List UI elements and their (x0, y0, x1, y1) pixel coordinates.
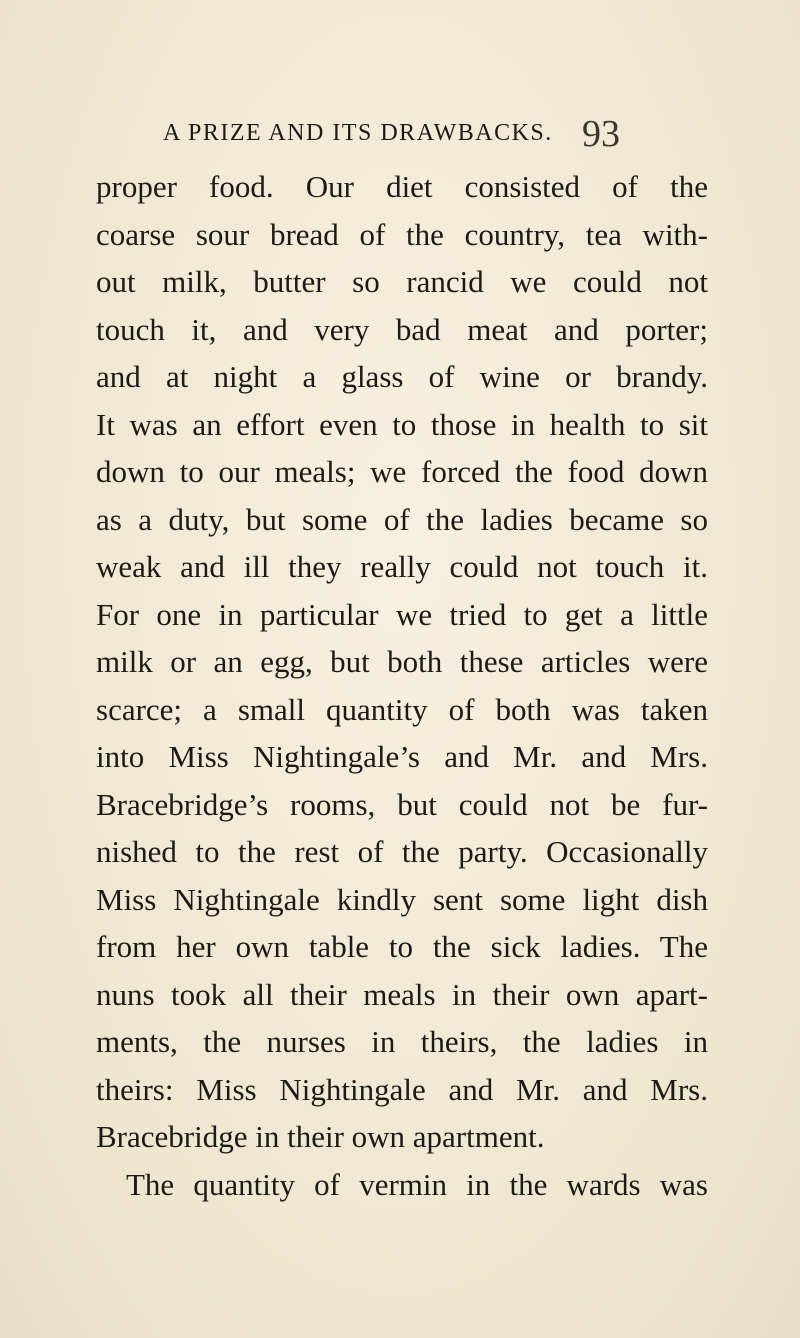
text-line: theirs: Miss Nightingale and Mr. and Mrs. (96, 1071, 708, 1107)
text-line: It was an effort even to those in health to sit (96, 406, 708, 442)
text-line: Bracebridge’s rooms, but could not be fur- (96, 786, 708, 822)
text-line: weak and ill they really could not touch it. (96, 549, 708, 584)
text-line: coarse sour bread of the country, tea with- (96, 216, 708, 252)
page-header (0, 112, 800, 155)
text-line: and at night a glass of wine or brandy. (96, 359, 708, 394)
body-text (96, 163, 708, 1208)
text-line: from her own table to the sick ladies. The (96, 929, 708, 964)
page-number: 93 (582, 113, 620, 155)
text-line: Miss Nightingale kindly sent some light dish (96, 881, 708, 917)
text-line: nuns took all their meals in their own apart- (96, 976, 708, 1012)
text-line: For one in particular we tried to get a little (96, 596, 708, 632)
text-line: as a duty, but some of the ladies became so (96, 501, 708, 537)
running-head: A PRIZE AND ITS DRAWBACKS. (163, 120, 553, 146)
text-line: touch it, and very bad meat and porter; (96, 311, 708, 347)
text-line: nished to the rest of the party. Occasionally (96, 834, 708, 869)
text-line: ments, the nurses in theirs, the ladies in (96, 1024, 708, 1059)
text-line: milk or an egg, but both these articles were (96, 644, 708, 679)
text-line: Bracebridge in their own apartment. (96, 1119, 545, 1154)
text-line: into Miss Nightingale’s and Mr. and Mrs. (96, 739, 708, 774)
text-line: proper food. Our diet consisted of the (96, 169, 708, 204)
text-line: The quantity of vermin in the wards was (126, 1166, 708, 1202)
text-line: out milk, butter so rancid we could not (96, 264, 708, 299)
text-line: scarce; a small quantity of both was taken (96, 691, 708, 727)
text-line: down to our meals; we forced the food down (96, 454, 708, 489)
